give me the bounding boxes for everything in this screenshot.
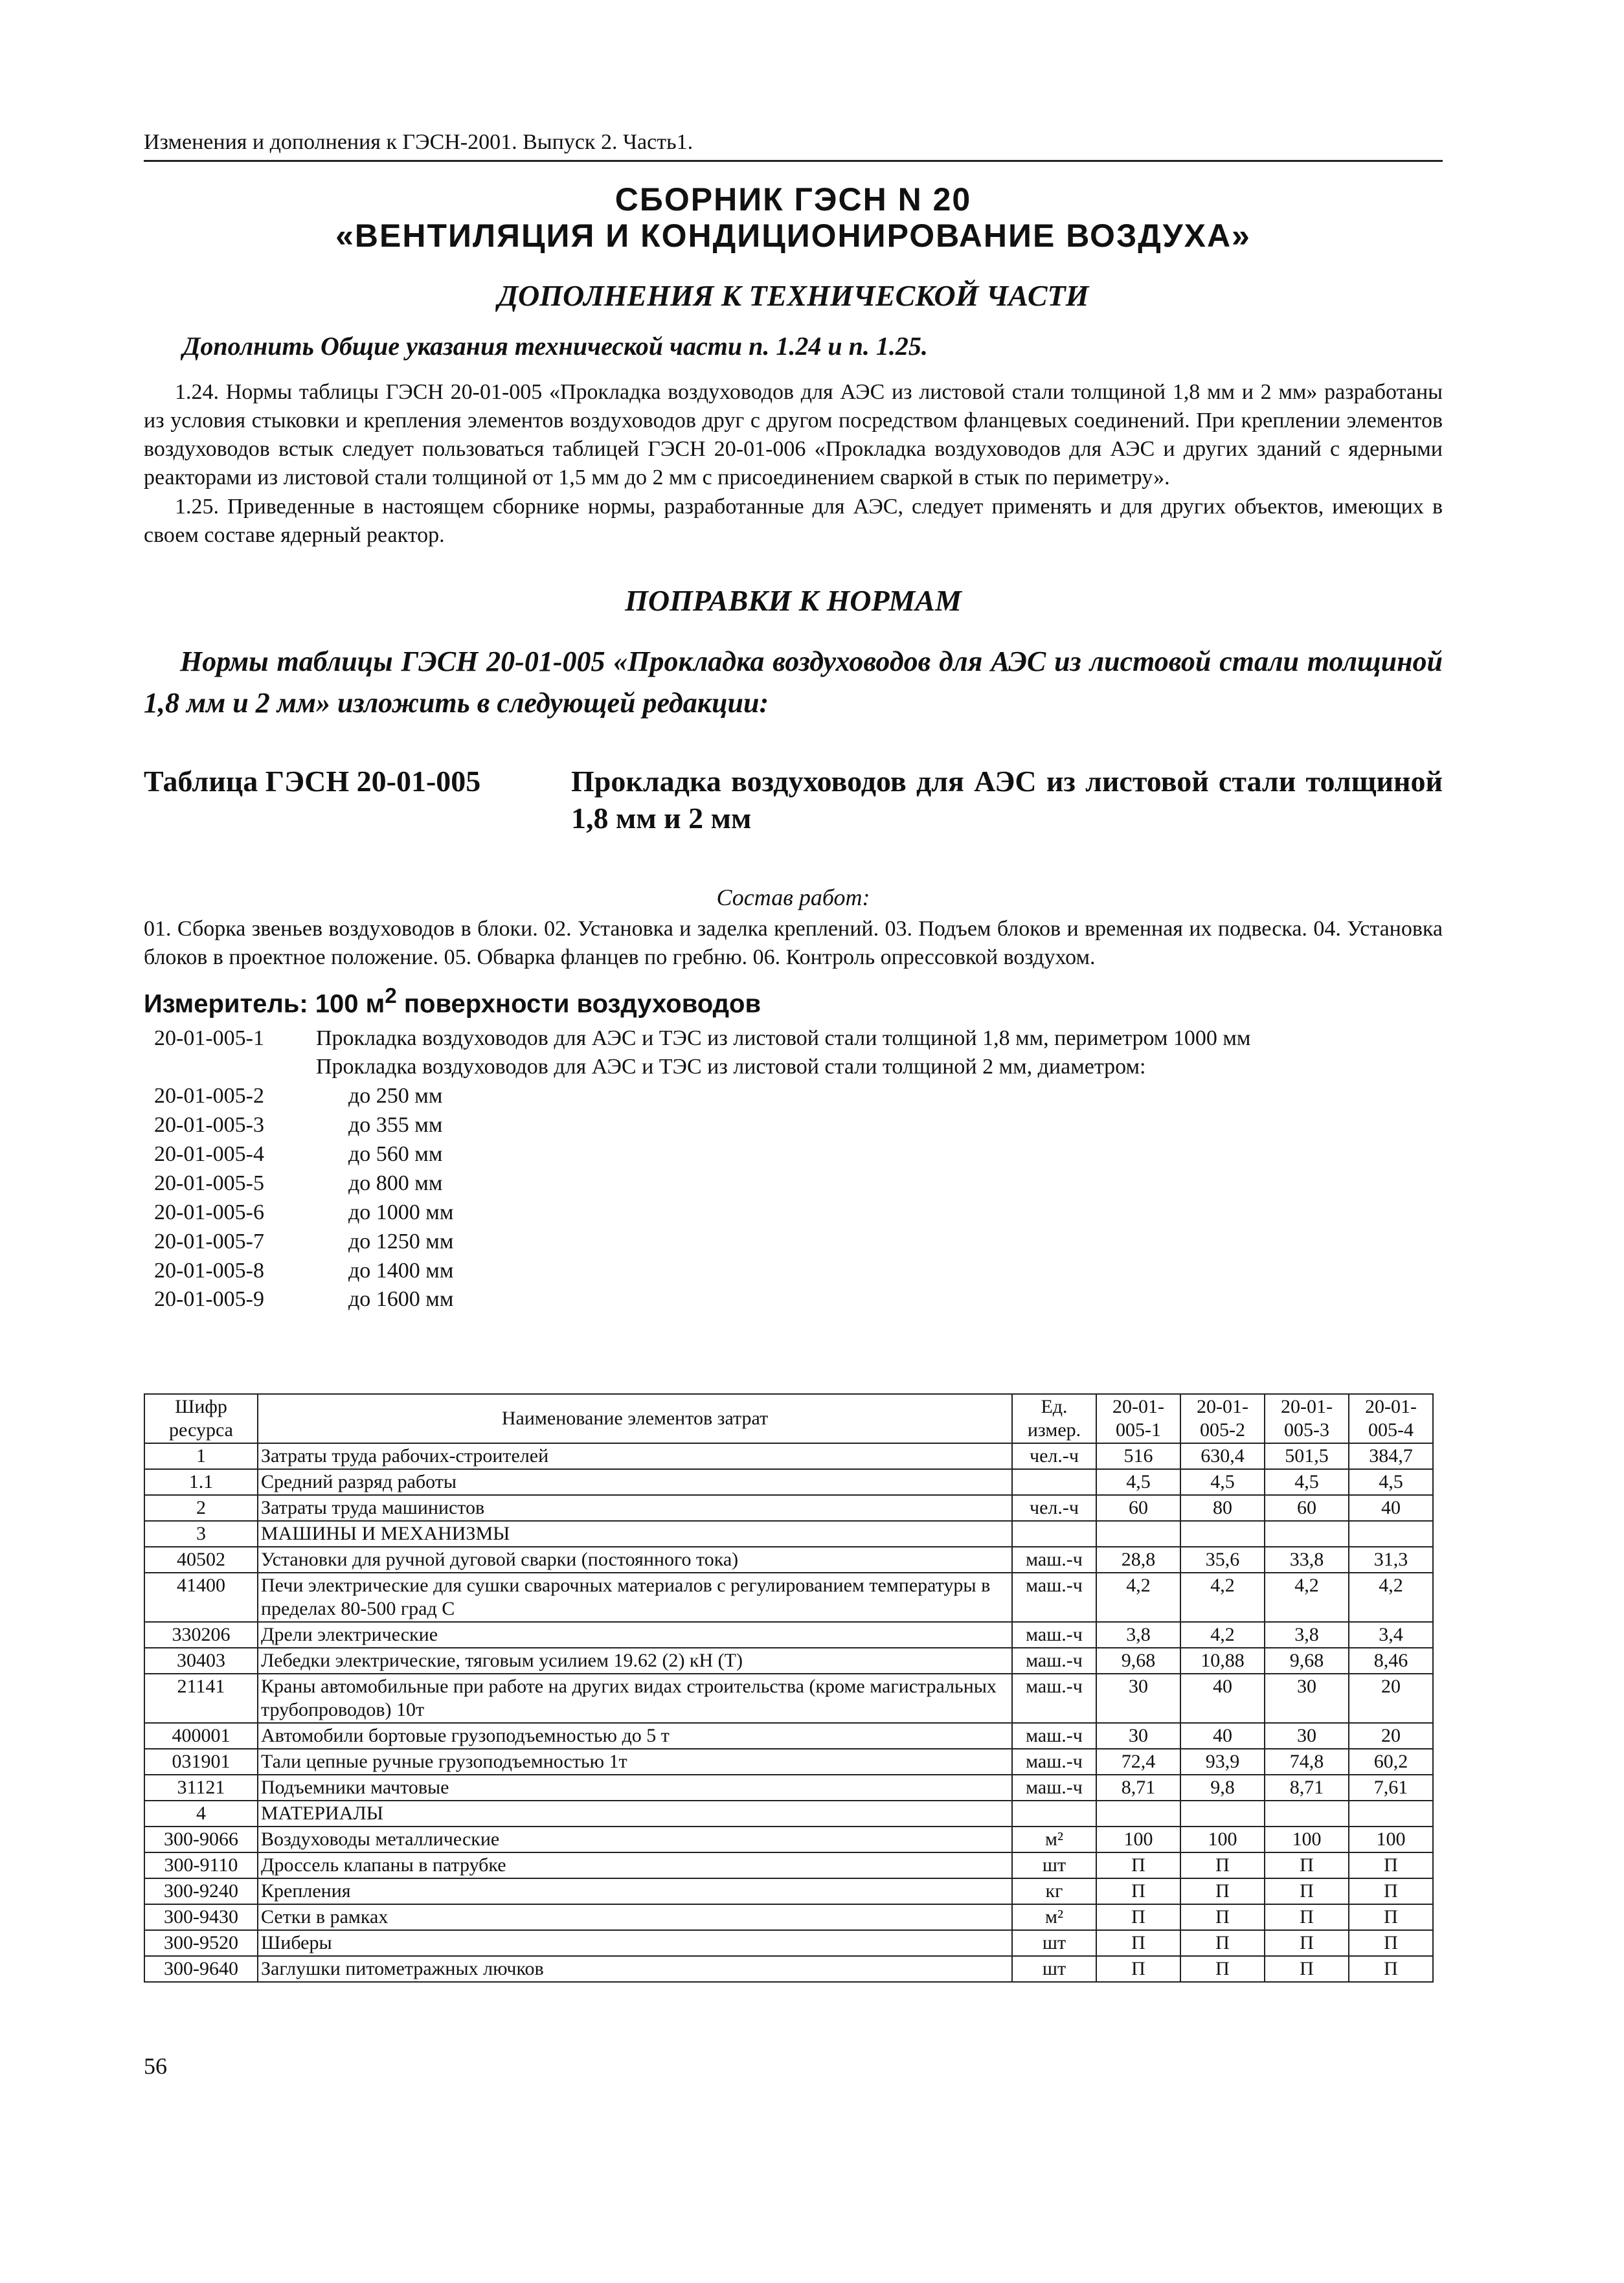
- cell-code: 300-9066: [144, 1827, 258, 1852]
- rate-code: 20-01-005-5: [154, 1171, 264, 1195]
- cell-value: 20: [1349, 1723, 1433, 1749]
- cell-value: П: [1096, 1852, 1180, 1878]
- cell-value: 30: [1265, 1723, 1349, 1749]
- table-row: [144, 1775, 1433, 1801]
- rate-code: 20-01-005-7: [154, 1229, 264, 1254]
- cell-value: 35,6: [1180, 1547, 1265, 1573]
- cell-value: 80: [1180, 1495, 1265, 1521]
- cell-value: 30: [1096, 1674, 1180, 1723]
- cell-unit: маш.-ч: [1012, 1749, 1096, 1775]
- cell-code: 1: [144, 1443, 258, 1469]
- table-row: [144, 1827, 1433, 1852]
- cell-code: 31121: [144, 1775, 258, 1801]
- cell-code: 300-9640: [144, 1956, 258, 1982]
- tech-additions-heading: ДОПОЛНЕНИЯ К ТЕХНИЧЕСКОЙ ЧАСТИ: [497, 278, 1089, 312]
- cell-name: Дрели электрические: [258, 1622, 1012, 1648]
- cell-value: П: [1265, 1904, 1349, 1930]
- cell-unit: шт: [1012, 1956, 1096, 1982]
- cell-value: П: [1180, 1904, 1265, 1930]
- cell-value: [1096, 1521, 1180, 1547]
- cell-value: 31,3: [1349, 1547, 1433, 1573]
- cell-value: П: [1265, 1930, 1349, 1956]
- cell-value: 8,71: [1265, 1775, 1349, 1801]
- rate-group-text: Прокладка воздуховодов для АЭС и ТЭС из листовой стали толщиной 2 мм, диаметром:: [316, 1055, 1146, 1079]
- cell-value: 7,61: [1349, 1775, 1433, 1801]
- cell-value: П: [1349, 1904, 1433, 1930]
- cell-name: Крепления: [258, 1878, 1012, 1904]
- cell-code: 41400: [144, 1573, 258, 1622]
- cell-unit: м²: [1012, 1827, 1096, 1852]
- collection-title: [144, 181, 1443, 254]
- table-row: [144, 1648, 1433, 1674]
- cell-name: Затраты труда машинистов: [258, 1495, 1012, 1521]
- table-row: [144, 1749, 1433, 1775]
- cell-value: 9,68: [1096, 1648, 1180, 1674]
- page-number: 56: [144, 2053, 167, 2079]
- cell-value: 30: [1265, 1674, 1349, 1723]
- rate-text: до 560 мм: [348, 1142, 443, 1167]
- rate-row: [144, 1228, 1443, 1257]
- cell-value: П: [1096, 1878, 1180, 1904]
- cell-value: 8,46: [1349, 1648, 1433, 1674]
- cell-value: [1096, 1801, 1180, 1827]
- cell-value: 100: [1096, 1827, 1180, 1852]
- table-row: [144, 1852, 1433, 1878]
- cell-unit: шт: [1012, 1930, 1096, 1956]
- table-row: [144, 1723, 1433, 1749]
- cell-value: П: [1265, 1878, 1349, 1904]
- rate-code: 20-01-005-1: [154, 1026, 264, 1050]
- table-header: [144, 763, 1443, 837]
- cell-unit: [1012, 1469, 1096, 1495]
- cell-code: 2: [144, 1495, 258, 1521]
- cell-value: [1265, 1801, 1349, 1827]
- table-row: [144, 1904, 1433, 1930]
- cell-value: 40: [1180, 1674, 1265, 1723]
- rate-row: [144, 1169, 1443, 1198]
- rate-text: до 250 мм: [348, 1084, 443, 1108]
- cell-unit: кг: [1012, 1878, 1096, 1904]
- table-row: [144, 1956, 1433, 1982]
- rate-list: [144, 1024, 1443, 1315]
- rate-row: [144, 1257, 1443, 1286]
- cell-value: 100: [1349, 1827, 1433, 1852]
- cell-value: 4,2: [1096, 1573, 1180, 1622]
- cell-name: Лебедки электрические, тяговым усилием 19.62 (2) кН (Т): [258, 1648, 1012, 1674]
- cell-name: МАТЕРИАЛЫ: [258, 1801, 1012, 1827]
- rate-row: [144, 1140, 1443, 1169]
- cell-value: 10,88: [1180, 1648, 1265, 1674]
- cell-value: 30: [1096, 1723, 1180, 1749]
- header-unit: Ед. измер.: [1012, 1394, 1096, 1443]
- collection-title-line1: СБОРНИК ГЭСН N 20: [615, 181, 972, 218]
- cell-value: [1265, 1521, 1349, 1547]
- measure-sup: 2: [385, 984, 397, 1009]
- rate-group-row: [144, 1053, 1443, 1082]
- cell-value: П: [1180, 1930, 1265, 1956]
- header-col-3: 20-01- 005-3: [1265, 1394, 1349, 1443]
- header-col-4: 20-01- 005-4: [1349, 1394, 1433, 1443]
- cell-value: 74,8: [1265, 1749, 1349, 1775]
- rate-text: до 355 мм: [348, 1113, 443, 1138]
- running-head: Изменения и дополнения к ГЭСН-2001. Выпуск 2. Часть1.: [144, 129, 1443, 162]
- table-row: [144, 1573, 1433, 1622]
- cell-code: 300-9240: [144, 1878, 258, 1904]
- cell-name: Средний разряд работы: [258, 1469, 1012, 1495]
- cell-unit: маш.-ч: [1012, 1775, 1096, 1801]
- cell-value: 60: [1265, 1495, 1349, 1521]
- corrections-heading: ПОПРАВКИ К НОРМАМ: [625, 583, 962, 617]
- cell-unit: маш.-ч: [1012, 1674, 1096, 1723]
- cell-unit: шт: [1012, 1852, 1096, 1878]
- cell-value: 20: [1349, 1674, 1433, 1723]
- works-label: Состав работ:: [716, 884, 870, 910]
- cell-value: 4,5: [1096, 1469, 1180, 1495]
- cost-table-body: [144, 1443, 1433, 1982]
- rate-row: [144, 1198, 1443, 1228]
- cell-code: 300-9520: [144, 1930, 258, 1956]
- measure-unit: [144, 984, 1443, 1018]
- cell-value: 501,5: [1265, 1443, 1349, 1469]
- rate-code: 20-01-005-2: [154, 1084, 264, 1108]
- table-row: [144, 1443, 1433, 1469]
- cell-unit: маш.-ч: [1012, 1547, 1096, 1573]
- measure-prefix: Измеритель: 100 м: [144, 989, 385, 1018]
- cell-code: 4: [144, 1801, 258, 1827]
- rate-text: до 800 мм: [348, 1171, 443, 1195]
- cell-value: 40: [1180, 1723, 1265, 1749]
- table-row: [144, 1547, 1433, 1573]
- rate-code: 20-01-005-6: [154, 1200, 264, 1224]
- rate-row: [144, 1082, 1443, 1111]
- cell-value: 4,2: [1349, 1573, 1433, 1622]
- cell-value: П: [1096, 1930, 1180, 1956]
- header-name: Наименование элементов затрат: [258, 1394, 1012, 1443]
- rate-text: до 1400 мм: [348, 1258, 454, 1283]
- cell-value: 4,2: [1180, 1622, 1265, 1648]
- cell-name: Печи электрические для сушки сварочных материалов с регулированием температуры в пределах 80-500 град С: [258, 1573, 1012, 1622]
- cell-name: Дроссель клапаны в патрубке: [258, 1852, 1012, 1878]
- works-text: 01. Сборка звеньев воздуховодов в блоки. 02. Установка и заделка креплений. 03. Подъем блоков и временная их подвеска. 04. Установка блоков в проектное положение. 05. Обварка фланцев по гребню. 06. Контроль опрессовкой воздухом.: [144, 916, 1443, 970]
- cell-value: 4,5: [1349, 1469, 1433, 1495]
- cell-unit: маш.-ч: [1012, 1622, 1096, 1648]
- cell-value: 3,8: [1265, 1622, 1349, 1648]
- table-code: Таблица ГЭСН 20-01-005: [144, 764, 481, 798]
- rate-code: 20-01-005-3: [154, 1113, 264, 1138]
- cell-value: [1180, 1521, 1265, 1547]
- table-row: [144, 1495, 1433, 1521]
- general-notes: [144, 378, 1443, 550]
- cell-name: Сетки в рамках: [258, 1904, 1012, 1930]
- cell-unit: [1012, 1801, 1096, 1827]
- table-row: [144, 1622, 1433, 1648]
- cell-value: 4,2: [1180, 1573, 1265, 1622]
- cell-value: 28,8: [1096, 1547, 1180, 1573]
- cell-value: П: [1265, 1956, 1349, 1982]
- cell-value: 516: [1096, 1443, 1180, 1469]
- rate-row: [144, 1285, 1443, 1314]
- header-col-1: 20-01- 005-1: [1096, 1394, 1180, 1443]
- cell-name: Воздуховоды металлические: [258, 1827, 1012, 1852]
- cell-value: [1349, 1521, 1433, 1547]
- cell-code: 330206: [144, 1622, 258, 1648]
- cell-unit: маш.-ч: [1012, 1723, 1096, 1749]
- cell-value: 8,71: [1096, 1775, 1180, 1801]
- cell-value: 4,2: [1265, 1573, 1349, 1622]
- cell-code: 40502: [144, 1547, 258, 1573]
- cell-value: 9,68: [1265, 1648, 1349, 1674]
- table-row: [144, 1930, 1433, 1956]
- cell-value: 40: [1349, 1495, 1433, 1521]
- collection-title-line2: «ВЕНТИЛЯЦИЯ И КОНДИЦИОНИРОВАНИЕ ВОЗДУХА»: [335, 217, 1251, 254]
- header-col-2: 20-01- 005-2: [1180, 1394, 1265, 1443]
- header-code: Шифр ресурса: [144, 1394, 258, 1443]
- cell-name: Затраты труда рабочих-строителей: [258, 1443, 1012, 1469]
- paragraph-1-24: 1.24. Нормы таблицы ГЭСН 20-01-005 «Прокладка воздуховодов для АЭС из листовой стали толщиной 1,8 мм и 2 мм» разработаны из условия стыковки и крепления элементов воздуховодов друг с другом посредством фланцевых соединений. При креплении элементов воздуховодов встык следует пользоваться таблицей ГЭСН 20-01-006 «Прокладка воздуховодов для АЭС и других зданий с ядерными реакторами из листовой стали толщиной от 1,5 мм до 2 мм с присоединением сваркой в стык по периметру».: [144, 379, 1443, 490]
- cell-value: 3,4: [1349, 1622, 1433, 1648]
- cell-value: П: [1349, 1852, 1433, 1878]
- paragraph-1-25: 1.25. Приведенные в настоящем сборнике нормы, разработанные для АЭС, следует применять и для других объектов, имеющих в своем составе ядерный реактор.: [144, 494, 1443, 547]
- table-row: [144, 1878, 1433, 1904]
- cell-value: П: [1180, 1956, 1265, 1982]
- cell-value: П: [1096, 1956, 1180, 1982]
- cell-name: Установки для ручной дуговой сварки (постоянного тока): [258, 1547, 1012, 1573]
- cell-value: 72,4: [1096, 1749, 1180, 1775]
- cell-name: Подъемники мачтовые: [258, 1775, 1012, 1801]
- cell-unit: [1012, 1521, 1096, 1547]
- cell-value: 93,9: [1180, 1749, 1265, 1775]
- cell-value: П: [1180, 1878, 1265, 1904]
- cell-value: [1349, 1801, 1433, 1827]
- rate-sublist: [144, 1082, 1443, 1314]
- cell-value: П: [1349, 1878, 1433, 1904]
- cell-value: 60: [1096, 1495, 1180, 1521]
- rate-code: 20-01-005-8: [154, 1258, 264, 1283]
- cell-unit: маш.-ч: [1012, 1573, 1096, 1622]
- cell-code: 1.1: [144, 1469, 258, 1495]
- cell-code: 031901: [144, 1749, 258, 1775]
- cell-unit: чел.-ч: [1012, 1495, 1096, 1521]
- cell-code: 300-9110: [144, 1852, 258, 1878]
- cell-code: 21141: [144, 1674, 258, 1723]
- cell-value: П: [1349, 1930, 1433, 1956]
- rate-text: до 1000 мм: [348, 1200, 454, 1224]
- cell-value: 33,8: [1265, 1547, 1349, 1573]
- cost-table: [144, 1393, 1434, 1983]
- cell-unit: маш.-ч: [1012, 1648, 1096, 1674]
- rate-text: Прокладка воздуховодов для АЭС и ТЭС из листовой стали толщиной 1,8 мм, периметром 1000 мм: [316, 1026, 1251, 1050]
- table-row: [144, 1674, 1433, 1723]
- measure-suffix: поверхности воздуховодов: [396, 989, 761, 1018]
- cell-value: П: [1265, 1852, 1349, 1878]
- cell-unit: м²: [1012, 1904, 1096, 1930]
- table-group-row: [144, 1801, 1433, 1827]
- cell-value: 4,5: [1265, 1469, 1349, 1495]
- cell-value: 100: [1180, 1827, 1265, 1852]
- cell-value: 384,7: [1349, 1443, 1433, 1469]
- addition-instruction: Дополнить Общие указания технической части п. 1.24 и п. 1.25.: [183, 331, 928, 361]
- cell-value: 4,5: [1180, 1469, 1265, 1495]
- table-name: Прокладка воздуховодов для АЭС из листовой стали толщиной 1,8 мм и 2 мм: [571, 764, 1443, 835]
- cell-value: П: [1349, 1956, 1433, 1982]
- cell-name: Краны автомобильные при работе на других видах строительства (кроме магистральных трубопроводов) 10т: [258, 1674, 1012, 1723]
- cell-code: 300-9430: [144, 1904, 258, 1930]
- table-group-row: [144, 1521, 1433, 1547]
- cell-code: 30403: [144, 1648, 258, 1674]
- cell-code: 400001: [144, 1723, 258, 1749]
- cell-value: П: [1180, 1852, 1265, 1878]
- rate-row: [144, 1111, 1443, 1140]
- cell-value: [1180, 1801, 1265, 1827]
- cell-value: 100: [1265, 1827, 1349, 1852]
- cell-name: Шиберы: [258, 1930, 1012, 1956]
- document-page: [144, 129, 1443, 2079]
- cell-value: 3,8: [1096, 1622, 1180, 1648]
- cell-code: 3: [144, 1521, 258, 1547]
- rate-code: 20-01-005-4: [154, 1142, 264, 1167]
- cell-value: 630,4: [1180, 1443, 1265, 1469]
- cell-name: Автомобили бортовые грузоподъемностью до 5 т: [258, 1723, 1012, 1749]
- cell-name: МАШИНЫ И МЕХАНИЗМЫ: [258, 1521, 1012, 1547]
- cost-table-header-row: [144, 1394, 1433, 1443]
- cell-value: 9,8: [1180, 1775, 1265, 1801]
- cell-unit: чел.-ч: [1012, 1443, 1096, 1469]
- rate-text: до 1250 мм: [348, 1229, 454, 1254]
- cell-name: Тали цепные ручные грузоподъемностью 1т: [258, 1749, 1012, 1775]
- corrections-instruction: Нормы таблицы ГЭСН 20-01-005 «Прокладка воздуховодов для АЭС из листовой стали толщиной 1,8 мм и 2 мм» изложить в следующей редакции:: [144, 645, 1443, 719]
- rate-text: до 1600 мм: [348, 1287, 454, 1312]
- cell-value: П: [1096, 1904, 1180, 1930]
- cell-value: 60,2: [1349, 1749, 1433, 1775]
- cell-name: Заглушки питометражных лючков: [258, 1956, 1012, 1982]
- table-row: [144, 1469, 1433, 1495]
- rate-code: 20-01-005-9: [154, 1287, 264, 1312]
- rate-row: [144, 1024, 1443, 1053]
